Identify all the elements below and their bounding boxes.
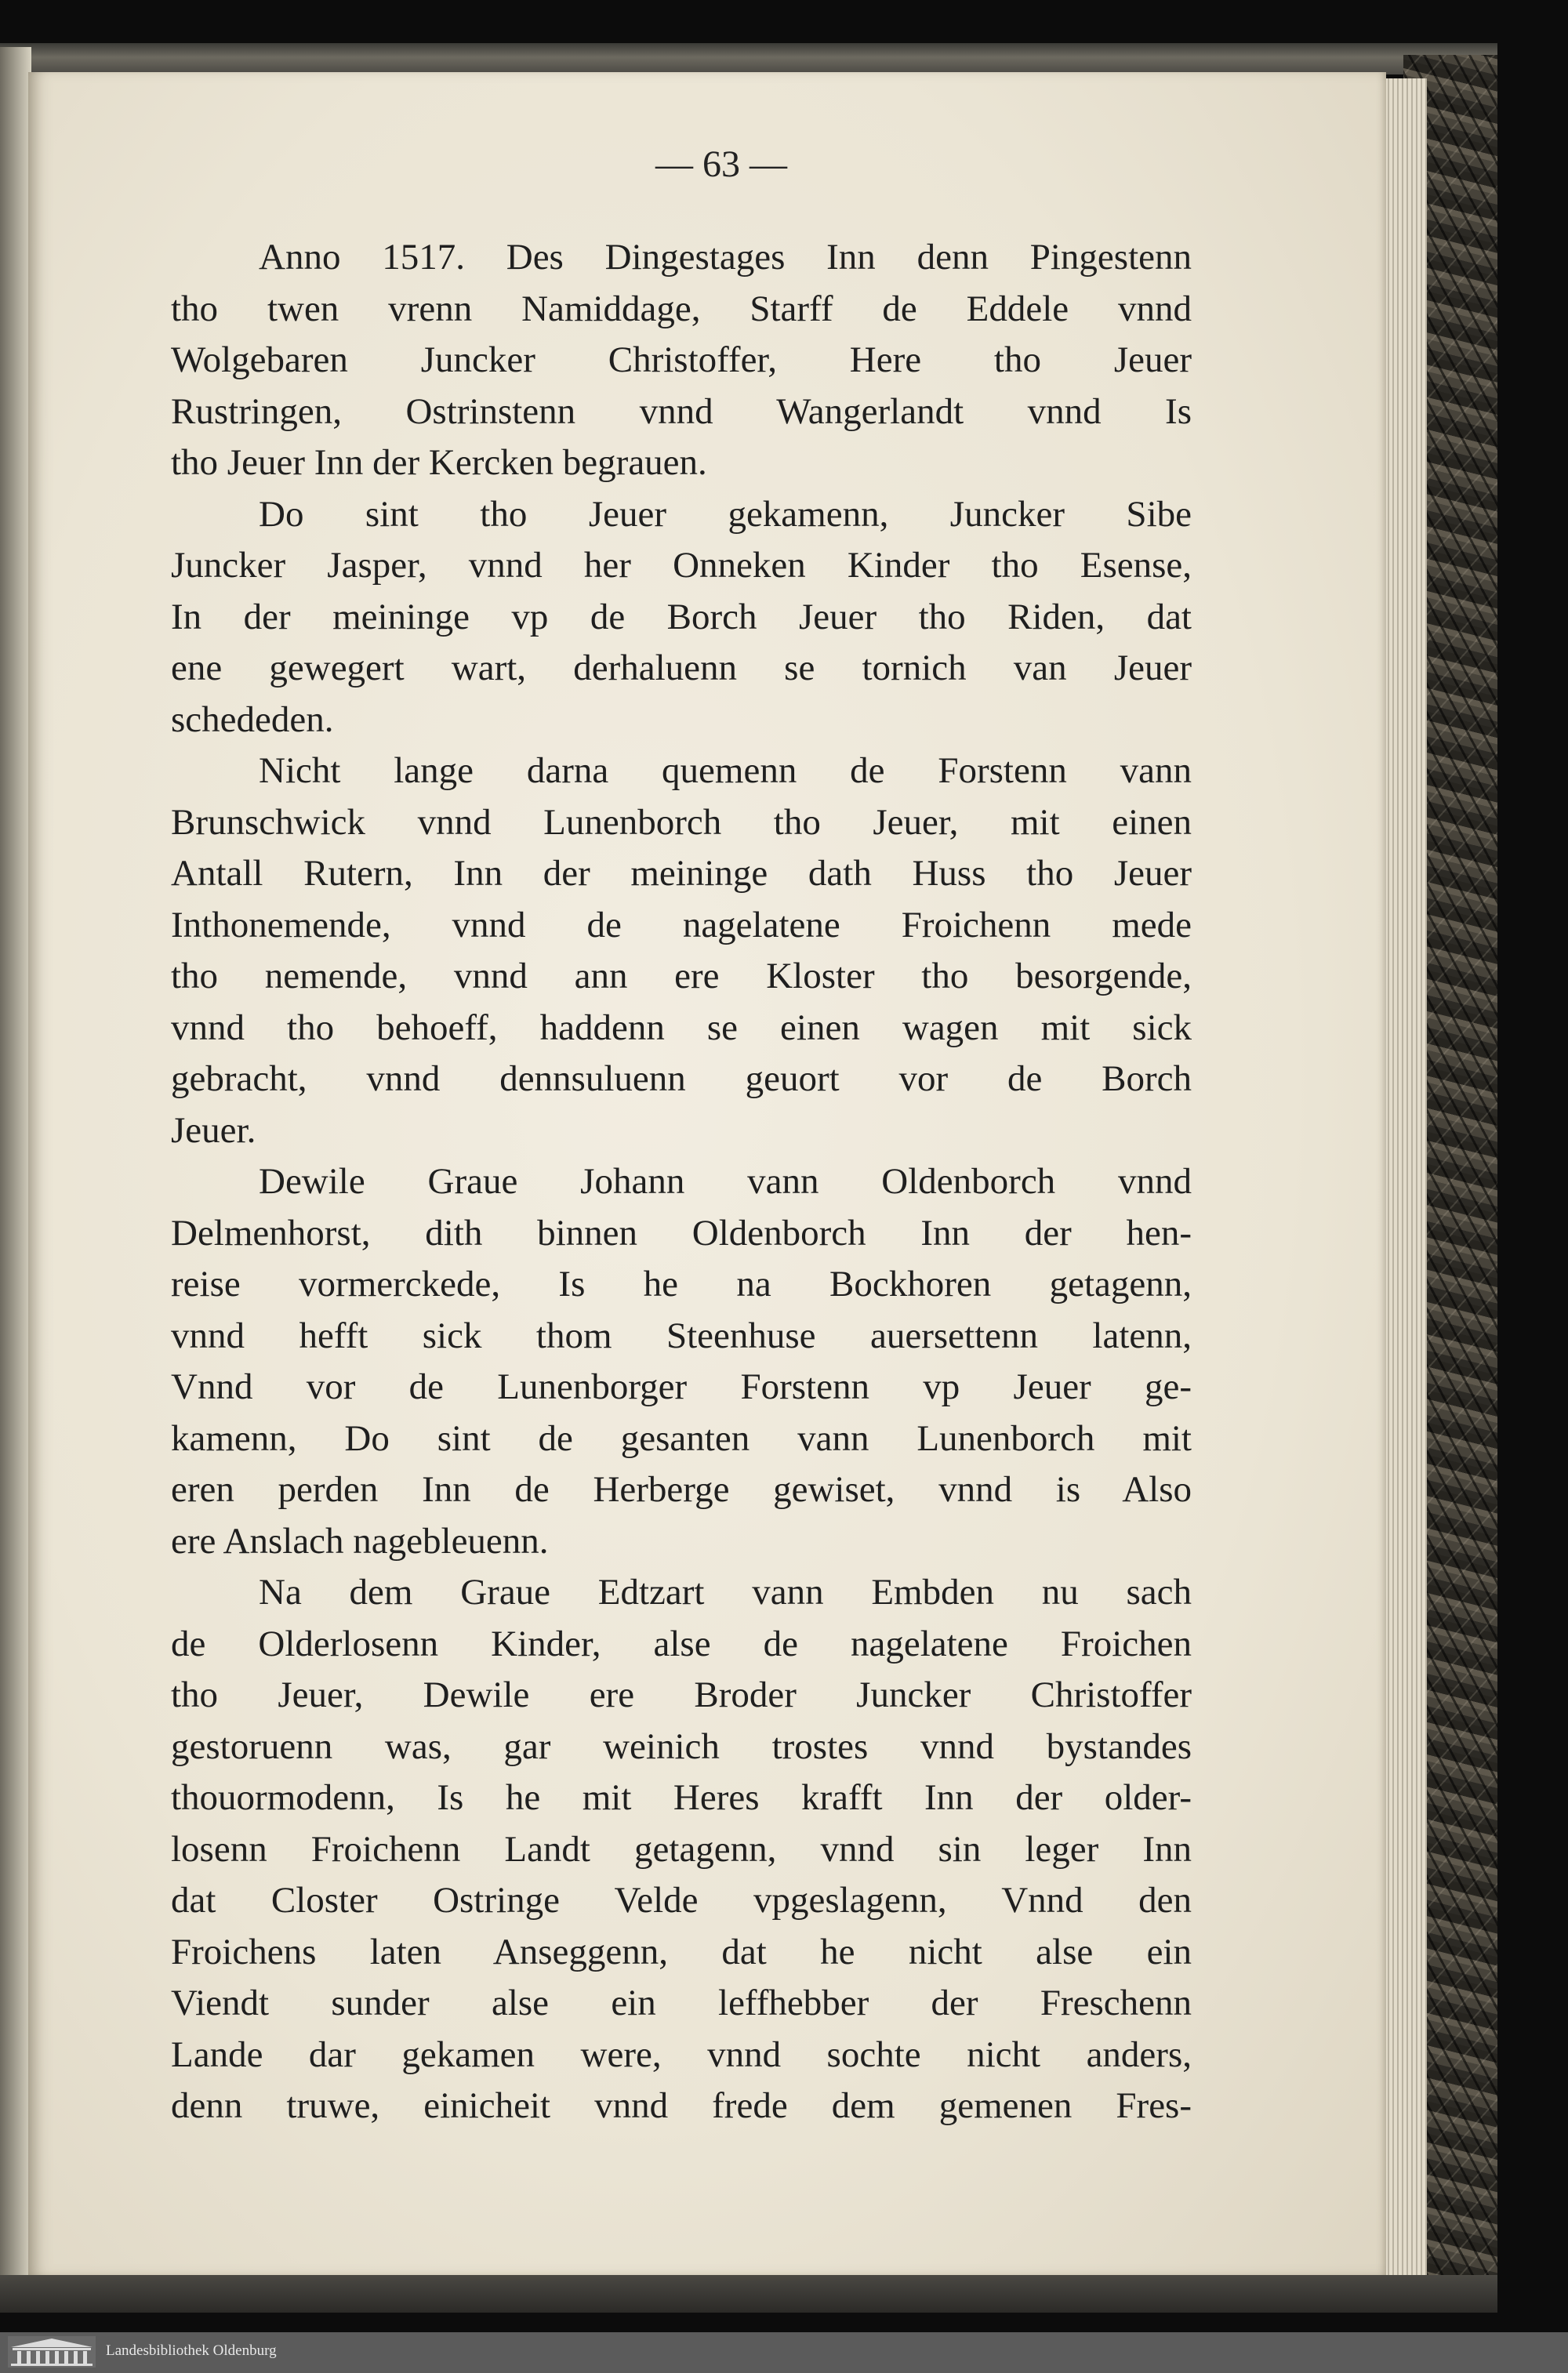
text-line: losenn Froichenn Landt getagenn, vnnd sin leger Inn	[171, 1828, 1192, 1870]
text-line: ere Anslach nagebleuenn.	[171, 1520, 549, 1562]
text-line: Juncker Jasper, vnnd her Onneken Kinder tho Esense,	[171, 545, 1192, 586]
page-stack-edge	[1380, 78, 1427, 2281]
text-line: Nicht lange darna quemenn de Forstenn vann	[259, 750, 1192, 791]
text-line: tho nemende, vnnd ann ere Kloster tho besorgende,	[171, 956, 1192, 996]
text-line: de Olderlosenn Kinder, alse de nagelatene Froichen	[171, 1623, 1192, 1664]
paragraph	[171, 746, 1192, 1156]
text-block	[171, 232, 1192, 2132]
text-line: Anno 1517. Des Dingestages Inn denn Pingestenn	[259, 237, 1192, 278]
text-line: ene gewegert wart, derhaluenn se tornich van Jeuer	[171, 648, 1192, 688]
gutter-edge	[0, 47, 31, 2305]
text-line: Rustringen, Ostrinstenn vnnd Wangerlandt vnnd Is	[171, 390, 1192, 432]
text-line: tho Jeuer, Dewile ere Broder Juncker Christoffer	[171, 1675, 1192, 1715]
book-binding-top	[0, 43, 1497, 74]
text-line: vnnd tho behoeff, haddenn se einen wagen mit sick	[171, 1007, 1192, 1048]
text-line: Inthonemende, vnnd de nagelatene Froichenn mede	[171, 904, 1192, 945]
page-number: — 63 —	[655, 143, 787, 185]
text-line: Na dem Graue Edtzart vann Embden nu sach	[259, 1572, 1192, 1613]
text-line: Delmenhorst, dith binnen Oldenborch Inn der hen-	[171, 1212, 1192, 1254]
text-line: gebracht, vnnd dennsuluenn geuort vor de Borch	[171, 1058, 1192, 1099]
text-line: reise vormerckede, Is he na Bockhoren getagenn,	[171, 1264, 1192, 1304]
text-line: thouormodenn, Is he mit Heres krafft Inn der older-	[171, 1777, 1192, 1818]
text-line: Lande dar gekamen were, vnnd sochte nicht anders,	[171, 2034, 1192, 2075]
library-logo-icon	[8, 2336, 96, 2368]
library-name: Landesbibliothek Oldenburg	[106, 2342, 277, 2359]
text-line: Wolgebaren Juncker Christoffer, Here tho Jeuer	[171, 339, 1192, 380]
text-line: denn truwe, einicheit vnnd frede dem gemenen Fres-	[171, 2085, 1192, 2126]
text-line: gestoruenn was, gar weinich trostes vnnd bystandes	[171, 1725, 1192, 1767]
text-line: Do sint tho Jeuer gekamenn, Juncker Sibe	[259, 493, 1192, 535]
text-line: vnnd hefft sick thom Steenhuse auersettenn latenn,	[171, 1315, 1192, 1356]
text-line: Brunschwick vnnd Lunenborch tho Jeuer, mit einen	[171, 801, 1192, 843]
text-line: tho Jeuer Inn der Kercken begrauen.	[171, 442, 707, 483]
paragraph	[171, 1567, 1192, 2132]
text-line: schededen.	[171, 698, 334, 740]
text-line: Viendt sunder alse ein leffhebber der Freschenn	[171, 1983, 1192, 2023]
text-line: Jeuer.	[171, 1109, 256, 1151]
text-line: Froichens laten Anseggenn, dat he nicht alse ein	[171, 1931, 1192, 1972]
paragraph	[171, 232, 1192, 489]
paragraph	[171, 489, 1192, 746]
text-line: Vnnd vor de Lunenborger Forstenn vp Jeuer ge-	[171, 1366, 1192, 1407]
text-line: eren perden Inn de Herberge gewiset, vnnd is Also	[171, 1469, 1192, 1510]
text-line: Dewile Graue Johann vann Oldenborch vnnd	[259, 1161, 1192, 1202]
text-line: dat Closter Ostringe Velde vpgeslagenn, Vnnd den	[171, 1880, 1192, 1921]
text-line: kamenn, Do sint de gesanten vann Lunenborch mit	[171, 1417, 1192, 1459]
book-binding-bottom	[0, 2275, 1497, 2313]
text-line: Antall Rutern, Inn der meininge dath Huss tho Jeuer	[171, 853, 1192, 894]
text-line: tho twen vrenn Namiddage, Starff de Eddele vnnd	[171, 288, 1192, 329]
paragraph	[171, 1156, 1192, 1567]
text-line: In der meininge vp de Borch Jeuer tho Riden, dat	[171, 596, 1192, 637]
